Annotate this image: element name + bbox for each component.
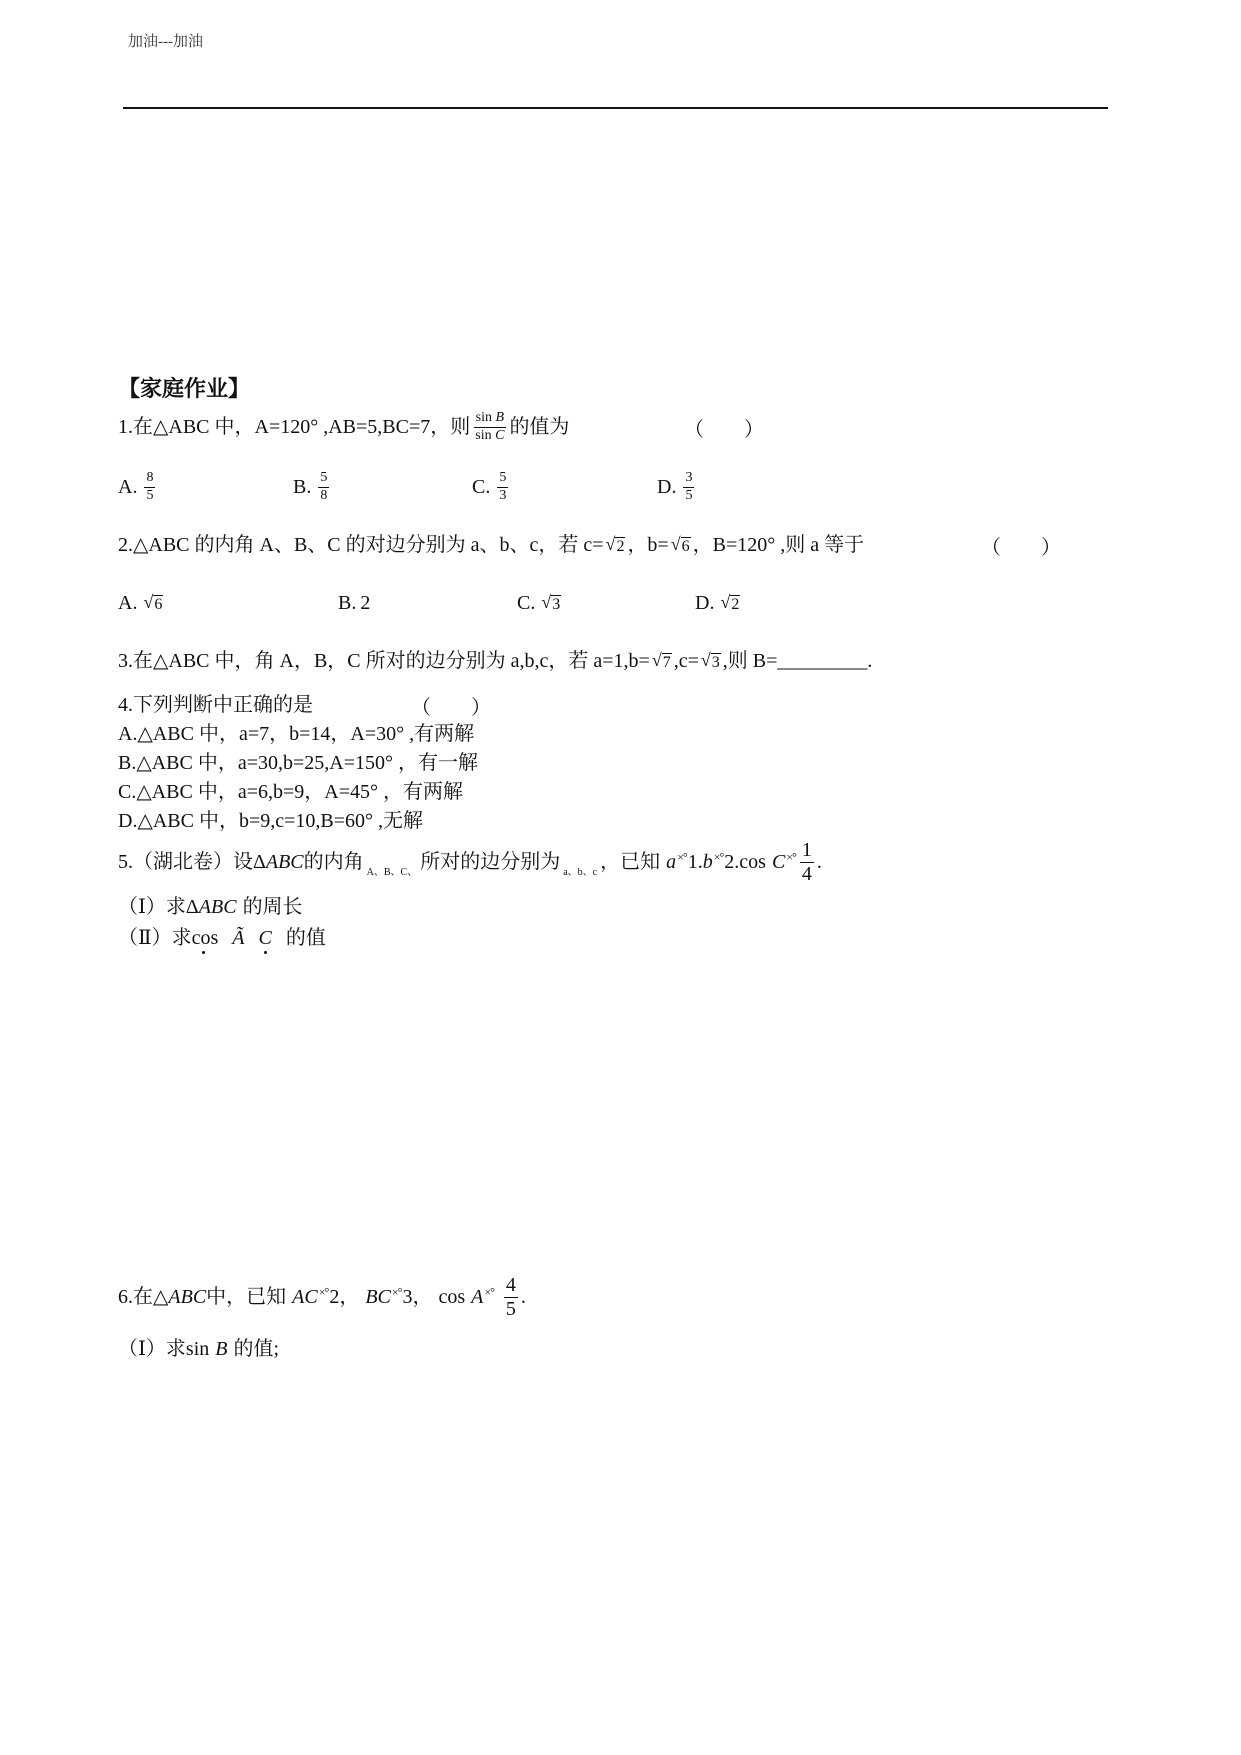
fraction-numerator: 8 — [144, 471, 155, 488]
value-1: 1. — [687, 851, 703, 873]
side-bc: BC — [365, 1286, 391, 1308]
question-1-option-d — [657, 469, 697, 505]
question-6-part-1 — [118, 1334, 279, 1364]
question-2-stem-c: ，B=120° ,则 a 等于 — [692, 534, 865, 556]
fraction-denominator — [473, 428, 506, 444]
option-label: C. — [472, 475, 491, 498]
option-label: D. — [695, 591, 715, 614]
question-4-stem: 4.下列判断中正确的是 — [118, 694, 313, 716]
option-label: B. — [293, 475, 312, 498]
var-a-tilde: Ã — [232, 927, 245, 949]
question-3-answer-blank: _________ — [777, 650, 868, 672]
fraction-denominator: 3 — [499, 487, 507, 503]
sin-function: sin — [185, 1338, 210, 1360]
question-4 — [118, 690, 313, 720]
fraction-denominator: 8 — [320, 487, 328, 503]
question-3-end: . — [867, 650, 873, 672]
delta-symbol: Δ — [185, 896, 199, 918]
fraction-numerator: 3 — [683, 471, 694, 488]
question-5-mid1: 的内角 — [303, 851, 364, 873]
part-prefix: （Ⅰ）求 — [118, 1338, 186, 1360]
radical-sign: √ — [720, 591, 731, 612]
question-5-part-1 — [118, 892, 303, 922]
question-6-end: . — [520, 1286, 526, 1308]
value-bc: 3， — [402, 1286, 433, 1308]
question-2-option-a — [118, 585, 165, 621]
radicand: 3 — [711, 653, 720, 671]
option-label: A. — [118, 475, 138, 498]
part-prefix: （Ⅱ）求 — [118, 927, 192, 949]
fraction-denominator: 5 — [505, 1297, 516, 1320]
equals-glyph: ×° — [318, 1285, 329, 1299]
radicand: 2 — [616, 537, 625, 555]
part-end: 的值 — [285, 927, 326, 949]
question-2-option-b — [338, 585, 370, 621]
question-1-stem-end: 的值为 — [509, 416, 570, 438]
question-6-mid: 中，已知 — [206, 1286, 287, 1308]
cos-function: cos — [438, 1286, 466, 1308]
var-b: b — [702, 851, 713, 873]
fraction-denominator: 5 — [146, 487, 154, 503]
cos-function: cos — [191, 927, 219, 949]
radical-sign: √ — [541, 591, 552, 612]
question-2 — [118, 530, 864, 560]
denominator-fn: sin — [475, 427, 492, 443]
var-a: A — [471, 1286, 484, 1308]
radical-sign: √ — [651, 649, 662, 670]
radicand: 3 — [552, 595, 561, 613]
question-6-prefix: 6.在△ — [118, 1286, 169, 1308]
question-2-option-d — [695, 585, 742, 621]
option-label: C. — [517, 591, 536, 614]
radical-sign: √ — [700, 649, 711, 670]
sqrt-c — [701, 651, 721, 672]
fraction-numerator: 5 — [497, 471, 508, 488]
numerator-fn: sin — [475, 409, 492, 425]
part-end: 的周长 — [242, 896, 303, 918]
question-2-answer-blank: （ ） — [981, 536, 1061, 559]
equals-glyph: ×° — [713, 850, 724, 864]
radical-sign: √ — [670, 533, 681, 554]
question-4-option-a: A.△ABC 中，a=7，b=14，A=30° ,有两解 — [118, 723, 475, 745]
fraction-numerator: 1 — [801, 838, 812, 861]
section-title: 【家庭作业】 — [118, 377, 251, 402]
question-4-option-d: D.△ABC 中，b=9,c=10,B=60° ,无解 — [118, 810, 423, 832]
question-2-option-c — [517, 585, 563, 621]
option-sqrt — [720, 593, 740, 614]
option-fraction — [144, 471, 155, 503]
question-4-answer-blank: （ ） — [411, 696, 491, 719]
var-c: C — [771, 851, 786, 873]
radicand: 6 — [681, 537, 690, 555]
equals-glyph: ×° — [677, 850, 687, 864]
sqrt-b — [652, 651, 672, 672]
option-sqrt — [143, 593, 163, 614]
question-3-stem-a: 3.在△ABC 中，角 A，B，C 所对的边分别为 a,b,c，若 a=1,b= — [118, 650, 650, 672]
option-fraction — [683, 471, 694, 503]
triangle-vars: ABC — [265, 851, 304, 873]
question-5-part-2 — [118, 923, 326, 953]
fraction-numerator: 4 — [505, 1273, 516, 1296]
question-1-option-a — [118, 469, 158, 505]
question-4-option-b: B.△ABC 中，a=30,b=25,A=150° ，有一解 — [118, 752, 478, 774]
question-5-mid3: ，已知 — [600, 851, 661, 873]
option-label: B. — [338, 591, 357, 614]
delta-symbol: Δ — [253, 851, 266, 873]
question-5-end: . — [816, 851, 822, 873]
value-2: 2.cos — [724, 851, 766, 873]
question-3-stem-c: ,则 B= — [722, 650, 778, 672]
angle-labels: A、B、C、 — [366, 867, 418, 878]
fraction-denominator: 5 — [685, 487, 693, 503]
header-rule — [123, 107, 1108, 109]
triangle-vars: ABC — [168, 1286, 207, 1308]
equals-glyph: ×° — [484, 1285, 494, 1299]
page-header: 加油---加油 — [128, 34, 203, 50]
question-1-option-c — [472, 469, 511, 505]
fraction-denominator: 4 — [801, 862, 812, 885]
radical-sign: √ — [143, 591, 154, 612]
fraction-numerator: 5 — [318, 471, 329, 488]
question-1-fraction — [473, 411, 506, 443]
question-4-option-c: C.△ABC 中，a=6,b=9，A=45° ，有两解 — [118, 781, 463, 803]
question-5-fraction — [800, 840, 814, 885]
radicand: 7 — [662, 653, 671, 671]
part-end: 的值; — [233, 1338, 280, 1360]
question-5 — [118, 838, 822, 885]
question-1 — [118, 409, 569, 445]
side-labels: a、b、c — [563, 867, 598, 878]
sqrt-c — [606, 535, 626, 556]
question-1-stem: 1.在△ABC 中，A=120° ,AB=5,BC=7，则 — [118, 416, 471, 438]
option-fraction — [497, 471, 508, 503]
equals-glyph: ×° — [391, 1285, 402, 1299]
value-ac: 2， — [329, 1286, 360, 1308]
option-label: D. — [657, 475, 677, 498]
sqrt-b — [671, 535, 691, 556]
fraction-numerator — [474, 411, 506, 428]
question-5-prefix: 5.（湖北卷）设 — [118, 851, 253, 873]
triangle-vars: ABC — [198, 896, 237, 918]
radicand: 2 — [731, 595, 740, 613]
option-sqrt — [541, 593, 561, 614]
question-6 — [118, 1273, 526, 1320]
equals-glyph: ×° — [786, 850, 796, 864]
numerator-var: B — [495, 409, 505, 425]
question-5-mid2: 所对的边分别为 — [420, 851, 561, 873]
question-3-stem-b: ,c= — [673, 650, 699, 672]
option-fraction — [318, 471, 329, 503]
var-b: B — [215, 1338, 228, 1360]
question-6-fraction — [504, 1275, 518, 1320]
option-label: A. — [118, 591, 138, 614]
question-1-option-b — [293, 469, 332, 505]
question-1-answer-blank: （ ） — [684, 418, 764, 441]
question-3 — [118, 646, 872, 676]
var-a: a — [666, 851, 677, 873]
denominator-var: C — [495, 427, 505, 443]
question-2-stem-a: 2.△ABC 的内角 A、B、C 的对边分别为 a、b、c，若 c= — [118, 534, 604, 556]
var-c: C — [258, 927, 272, 949]
part-prefix: （Ⅰ）求 — [118, 896, 186, 918]
radical-sign: √ — [605, 533, 616, 554]
radicand: 6 — [154, 595, 163, 613]
side-ac: AC — [292, 1286, 318, 1308]
option-value: 2 — [360, 591, 371, 614]
question-2-stem-b: ，b= — [627, 534, 669, 556]
